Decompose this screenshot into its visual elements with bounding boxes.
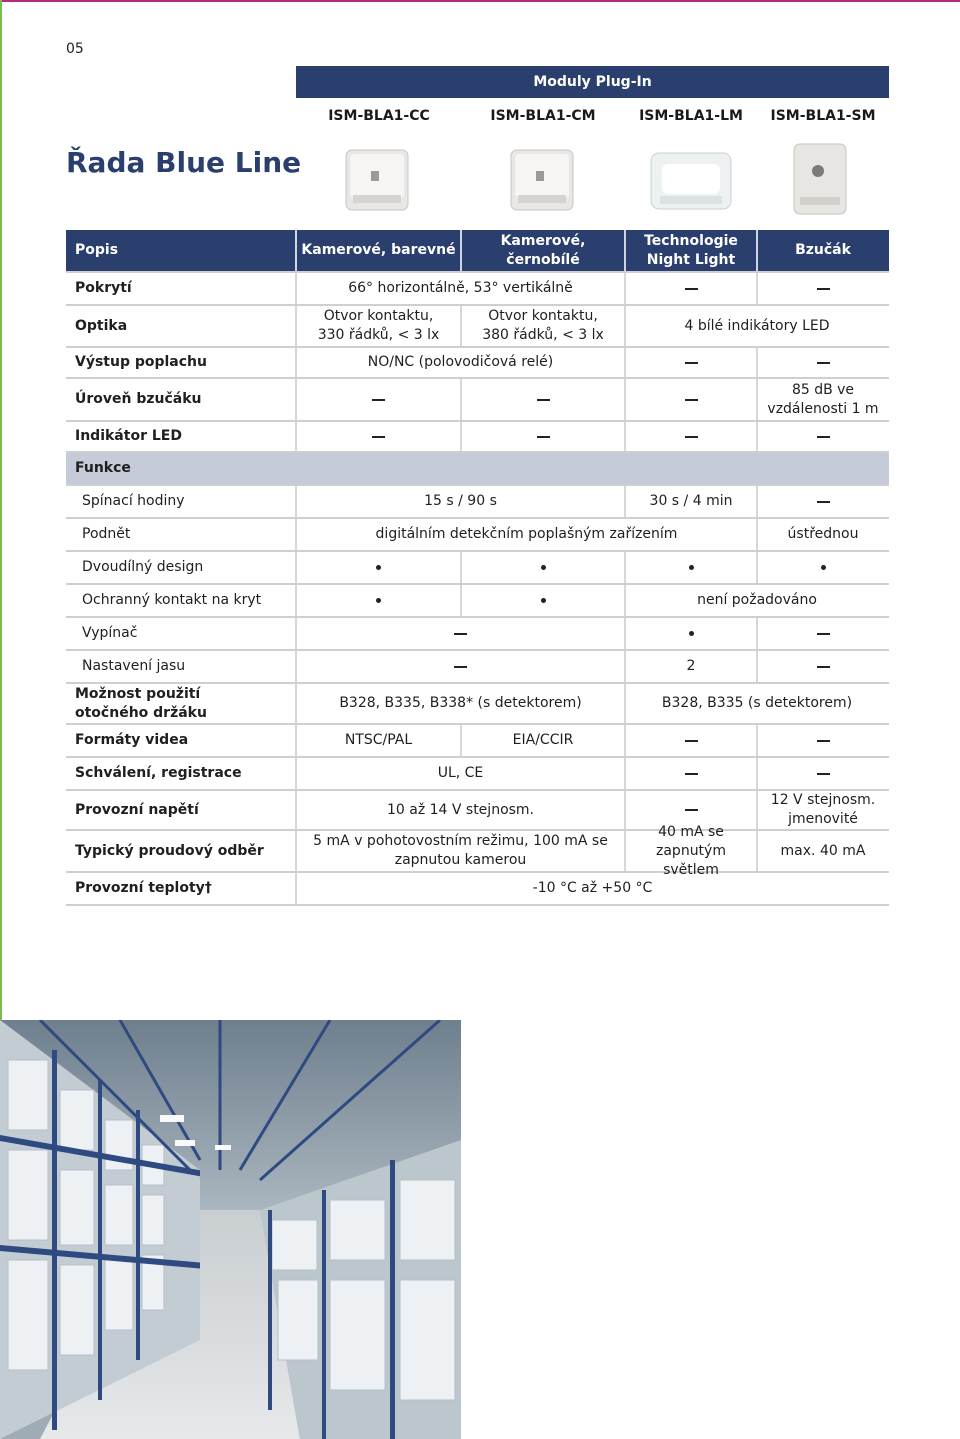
label-drzak: Možnost použití otočného držáku — [75, 685, 207, 721]
header-col-lm-text: Technologie Night Light — [625, 230, 757, 271]
value-video-cc: NTSC/PAL — [344, 732, 413, 748]
value-video-cm: EIA/CCIR — [512, 732, 574, 748]
value-schvaleni: UL, CE — [437, 765, 484, 781]
section-title: Řada Blue Line — [66, 146, 302, 179]
row-jas — [66, 651, 889, 684]
value-optika-cc: Otvor kontaktu, 330 řádků, < 3 lx — [317, 308, 440, 343]
table-header-row — [66, 230, 889, 273]
dash-cell — [625, 758, 757, 789]
value-spinaci-cc-cm: 15 s / 90 s — [424, 493, 497, 509]
value-vystup: NO/NC (polovodičová relé) — [367, 354, 554, 370]
header-col-lm — [625, 230, 757, 271]
value-pokryti: 66° horizontálně, 53° vertikálně — [348, 280, 573, 296]
dot-cell — [757, 552, 889, 583]
value-drzak-lm-sm: B328, B335 (s detektorem) — [661, 695, 853, 711]
dash-cell — [625, 348, 757, 377]
dot-cell — [461, 552, 625, 583]
dot-cell — [296, 585, 461, 616]
value-teploty: -10 °C až +50 °C — [532, 880, 653, 896]
row-dvoudilny — [66, 552, 889, 585]
model-cc-label: ISM-BLA1-CC — [328, 108, 430, 124]
row-uroven — [66, 379, 889, 422]
warehouse-photo — [0, 1020, 461, 1439]
dash-cell — [757, 725, 889, 756]
dot-cell — [625, 552, 757, 583]
row-napeti — [66, 791, 889, 831]
label-vystup: Výstup poplachu — [75, 354, 207, 370]
dash-cell — [757, 348, 889, 377]
value-drzak-cc-cm: B328, B335, B338* (s detektorem) — [339, 695, 582, 711]
label-pokryti: Pokrytí — [75, 280, 132, 296]
label-dvoudilny: Dvoudílný design — [82, 559, 204, 575]
product-image-cm — [508, 147, 576, 213]
model-cm-label: ISM-BLA1-CM — [490, 108, 596, 124]
label-jas: Nastavení jasu — [82, 658, 186, 674]
row-indikator — [66, 422, 889, 453]
dash-cell — [757, 273, 889, 304]
row-podnet — [66, 519, 889, 552]
dash-cell — [757, 486, 889, 517]
label-odber: Typický proudový odběr — [75, 842, 264, 859]
row-optika — [66, 306, 889, 348]
dash-cell — [625, 422, 757, 451]
label-video: Formáty videa — [75, 732, 189, 748]
value-odber-sm: max. 40 mA — [780, 842, 866, 859]
value-spinaci-lm: 30 s / 4 min — [649, 493, 733, 509]
label-teploty: Provozní teploty† — [75, 880, 212, 896]
label-indikator: Indikátor LED — [75, 428, 182, 444]
label-vypinac: Vypínač — [82, 625, 138, 641]
model-lm-label: ISM-BLA1-LM — [639, 108, 743, 124]
dot-cell — [296, 552, 461, 583]
dash-cell — [296, 422, 461, 451]
label-napeti: Provozní napětí — [75, 801, 199, 818]
dash-cell — [757, 651, 889, 682]
dash-cell — [461, 379, 625, 420]
page-number: 05 — [66, 41, 84, 57]
label-ochranny: Ochranný kontakt na kryt — [82, 592, 262, 608]
row-pokryti — [66, 273, 889, 306]
value-podnet-sm: ústřednou — [787, 526, 859, 542]
label-optika: Optika — [75, 317, 128, 334]
value-jas-lm: 2 — [686, 658, 696, 674]
dash-cell — [625, 273, 757, 304]
label-funkce: Funkce — [75, 460, 131, 476]
dash-cell — [757, 422, 889, 451]
row-schvaleni — [66, 758, 889, 791]
page-edge-top — [0, 0, 960, 2]
label-spinaci: Spínací hodiny — [82, 493, 185, 509]
label-uroven: Úroveň bzučáku — [75, 391, 202, 407]
dash-cell — [625, 379, 757, 420]
dash-cell — [296, 618, 625, 649]
row-funkce — [66, 453, 889, 486]
product-image-lm — [648, 150, 734, 212]
row-drzak — [66, 684, 889, 725]
product-image-sm — [790, 141, 850, 217]
value-podnet: digitálním detekčním poplašným zařízením — [375, 526, 678, 542]
row-vystup — [66, 348, 889, 379]
plug-in-modules-banner: Moduly Plug-In — [296, 66, 889, 98]
value-napeti-sm: 12 V stejnosm. jmenovité — [770, 792, 876, 827]
header-label-popis: Popis — [75, 242, 119, 258]
label-podnet: Podnět — [82, 526, 131, 542]
dash-cell — [757, 758, 889, 789]
value-napeti-cc-cm: 10 až 14 V stejnosm. — [386, 801, 535, 818]
row-vypinac — [66, 618, 889, 651]
row-ochranny — [66, 585, 889, 618]
value-ochranny-lm-sm: není požadováno — [697, 592, 817, 608]
dot-cell — [625, 618, 757, 649]
value-optika-lm-sm: 4 bílé indikátory LED — [684, 317, 830, 334]
dash-cell — [296, 379, 461, 420]
row-odber — [66, 823, 889, 878]
dash-cell — [296, 651, 625, 682]
value-odber-lm: 40 mA se zapnutým světlem — [656, 823, 726, 878]
dash-cell — [461, 422, 625, 451]
product-image-cc — [343, 147, 411, 213]
header-col-cc: Kamerové, barevné — [301, 242, 456, 258]
label-schvaleni: Schválení, registrace — [75, 765, 242, 781]
row-spinaci — [66, 486, 889, 519]
dot-cell — [461, 585, 625, 616]
model-sm-label: ISM-BLA1-SM — [770, 108, 876, 124]
value-uroven-sm: 85 dB ve vzdálenosti 1 m — [767, 381, 879, 417]
header-col-sm: Bzučák — [795, 242, 851, 258]
dash-cell — [757, 618, 889, 649]
dash-cell — [625, 725, 757, 756]
value-odber-cc-cm: 5 mA v pohotovostním režimu, 100 mA se zapnutou kamerou — [313, 833, 608, 868]
row-video — [66, 725, 889, 758]
header-col-cm: Kamerové, černobílé — [500, 232, 586, 268]
row-teploty — [66, 873, 889, 906]
value-optika-cm: Otvor kontaktu, 380 řádků, < 3 lx — [482, 308, 604, 343]
